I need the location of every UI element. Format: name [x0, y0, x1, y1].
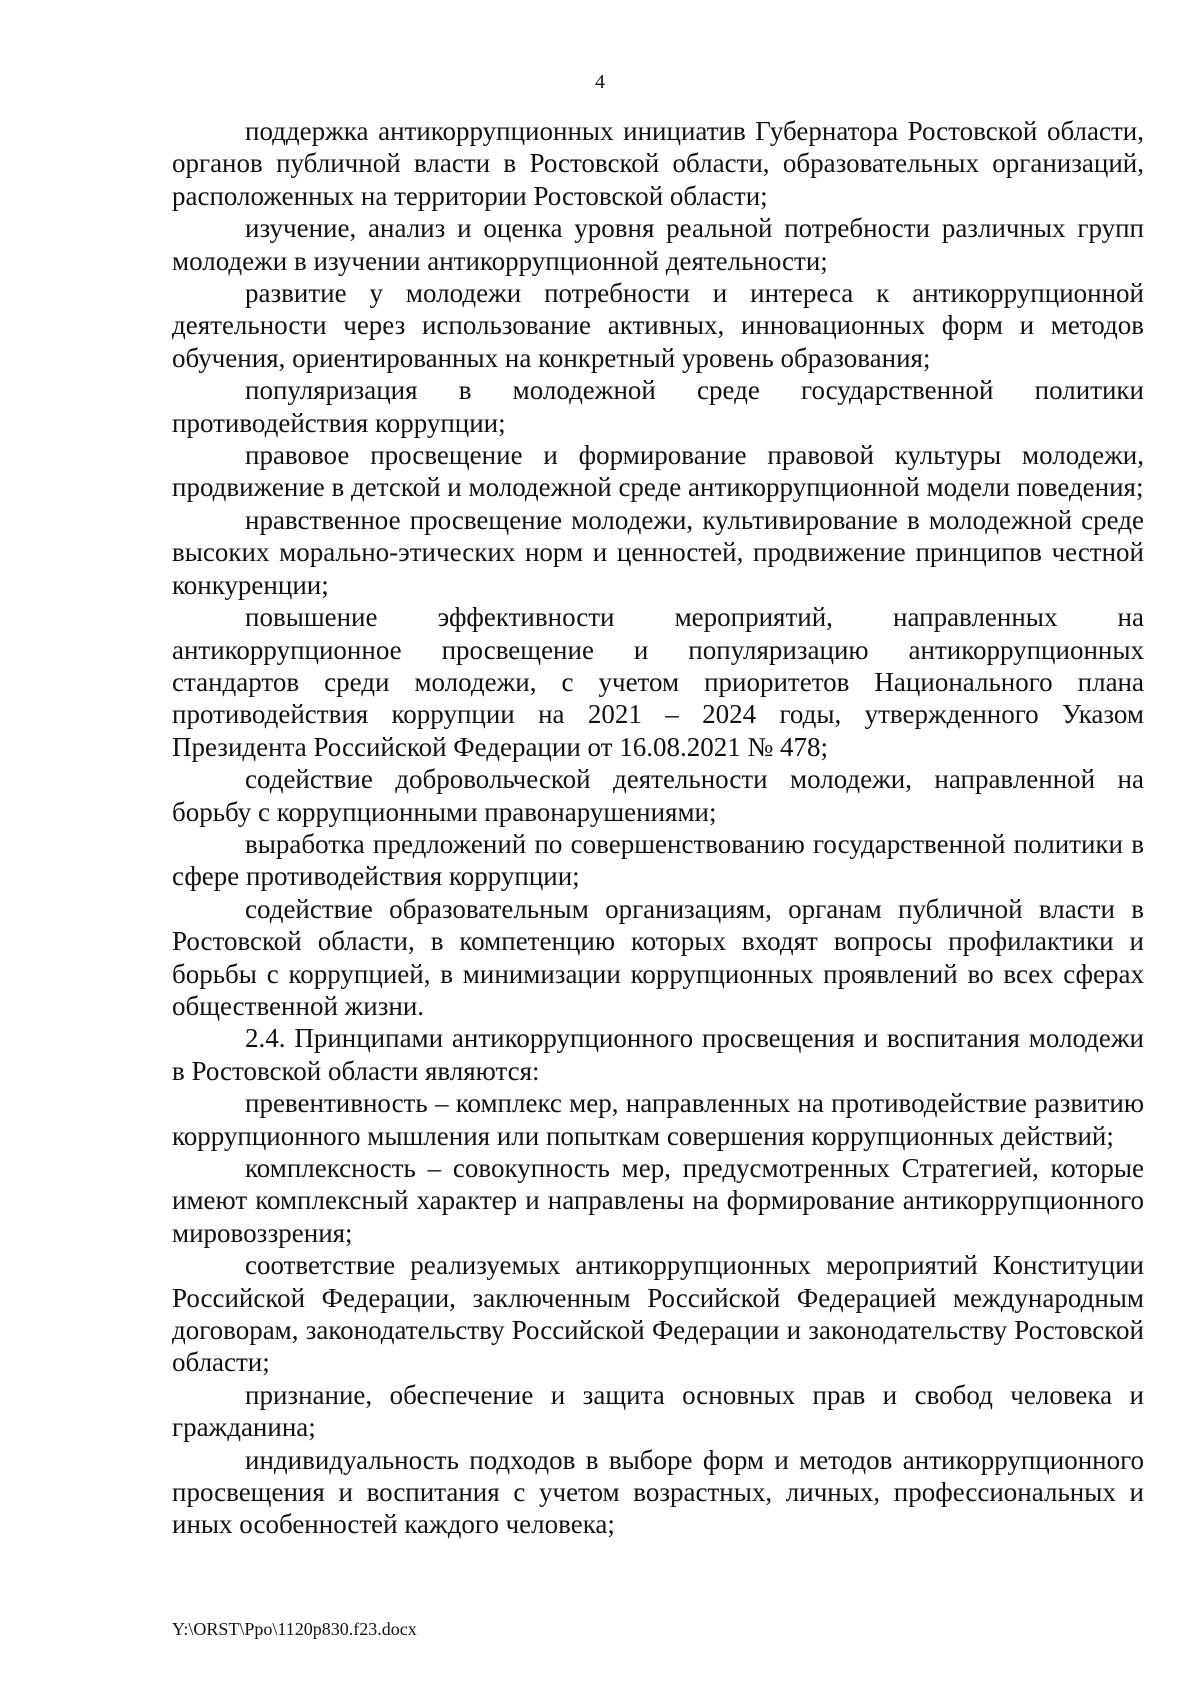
paragraph-rights: признание, обеспечение и защита основных прав и свобод человека и гражданина; [172, 1379, 1144, 1443]
paragraph-compliance: соответствие реализуемых антикоррупционных мероприятий Конституции Российской Федерации, заключенным Российской Федерацией международным договорам, законодательству Российской Федерации и законодательству Ростовской области; [172, 1250, 1144, 1378]
paragraph-moral-education: нравственное просвещение молодежи, культивирование в молодежной среде высоких морально-этических норм и ценностей, продвижение принципов честной конкуренции; [172, 504, 1144, 600]
paragraph-efficiency: повышение эффективности мероприятий, направленных на антикоррупционное просвещение и популяризацию антикоррупционных стандартов среди молодежи, с учетом приоритетов Национального плана противодействия коррупции на 2021 – 2024 годы, утвержденного Указом Президента Российской Федерации от 16.08.2021 № 478; [172, 602, 1144, 762]
paragraph-support-initiatives: поддержка антикоррупционных инициатив Губернатора Ростовской области, органов публичной власти в Ростовской области, образовательных организаций, расположенных на территории Ростовской области; [172, 116, 1144, 211]
paragraph-individuality: индивидуальность подходов в выборе форм и методов антикоррупционного просвещения и воспитания с учетом возрастных, личных, профессиональных и иных особенностей каждого человека; [172, 1444, 1144, 1540]
page-number: 4 [595, 71, 605, 93]
document-body [172, 115, 1144, 1541]
paragraph-develop-interest: развитие у молодежи потребности и интереса к антикоррупционной деятельности через использование активных, инновационных форм и методов обучения, ориентированных на конкретный уровень образования; [172, 278, 1144, 373]
paragraph-study-needs: изучение, анализ и оценка уровня реальной потребности различных групп молодежи в изучении антикоррупционной деятельности; [172, 213, 1144, 276]
paragraph-popularization: популяризация в молодежной среде государственной политики противодействия коррупции; [172, 375, 1144, 438]
paragraph-assistance: содействие образовательным организациям, органам публичной власти в Ростовской области, в компетенцию которых входят вопросы профилактики и борьбы с коррупцией, в минимизации коррупционных проявлений во всех сферах общественной жизни. [172, 893, 1144, 1021]
footer-file-path: Y:\ORST\Ppo\1120p830.f23.docx [172, 1619, 417, 1639]
paragraph-preventiveness: превентивность – комплекс мер, направленных на противодействие развитию коррупционного мышления или попыткам совершения коррупционных действий; [172, 1088, 1144, 1151]
paragraph-legal-education: правовое просвещение и формирование правовой культуры молодежи, продвижение в детской и молодежной среде антикоррупционной модели поведения; [172, 440, 1144, 503]
paragraph-section-2-4: 2.4. Принципами антикоррупционного просвещения и воспитания молодежи в Ростовской области являются: [172, 1023, 1144, 1086]
paragraph-complexity: комплексность – совокупность мер, предусмотренных Стратегией, которые имеют комплексный характер и направлены на формирование антикоррупционного мировоззрения; [172, 1153, 1144, 1248]
paragraph-volunteering: содействие добровольческой деятельности молодежи, направленной на борьбу с коррупционными правонарушениями; [172, 764, 1144, 827]
paragraph-proposals: выработка предложений по совершенствованию государственной политики в сфере противодействия коррупции; [172, 828, 1144, 892]
